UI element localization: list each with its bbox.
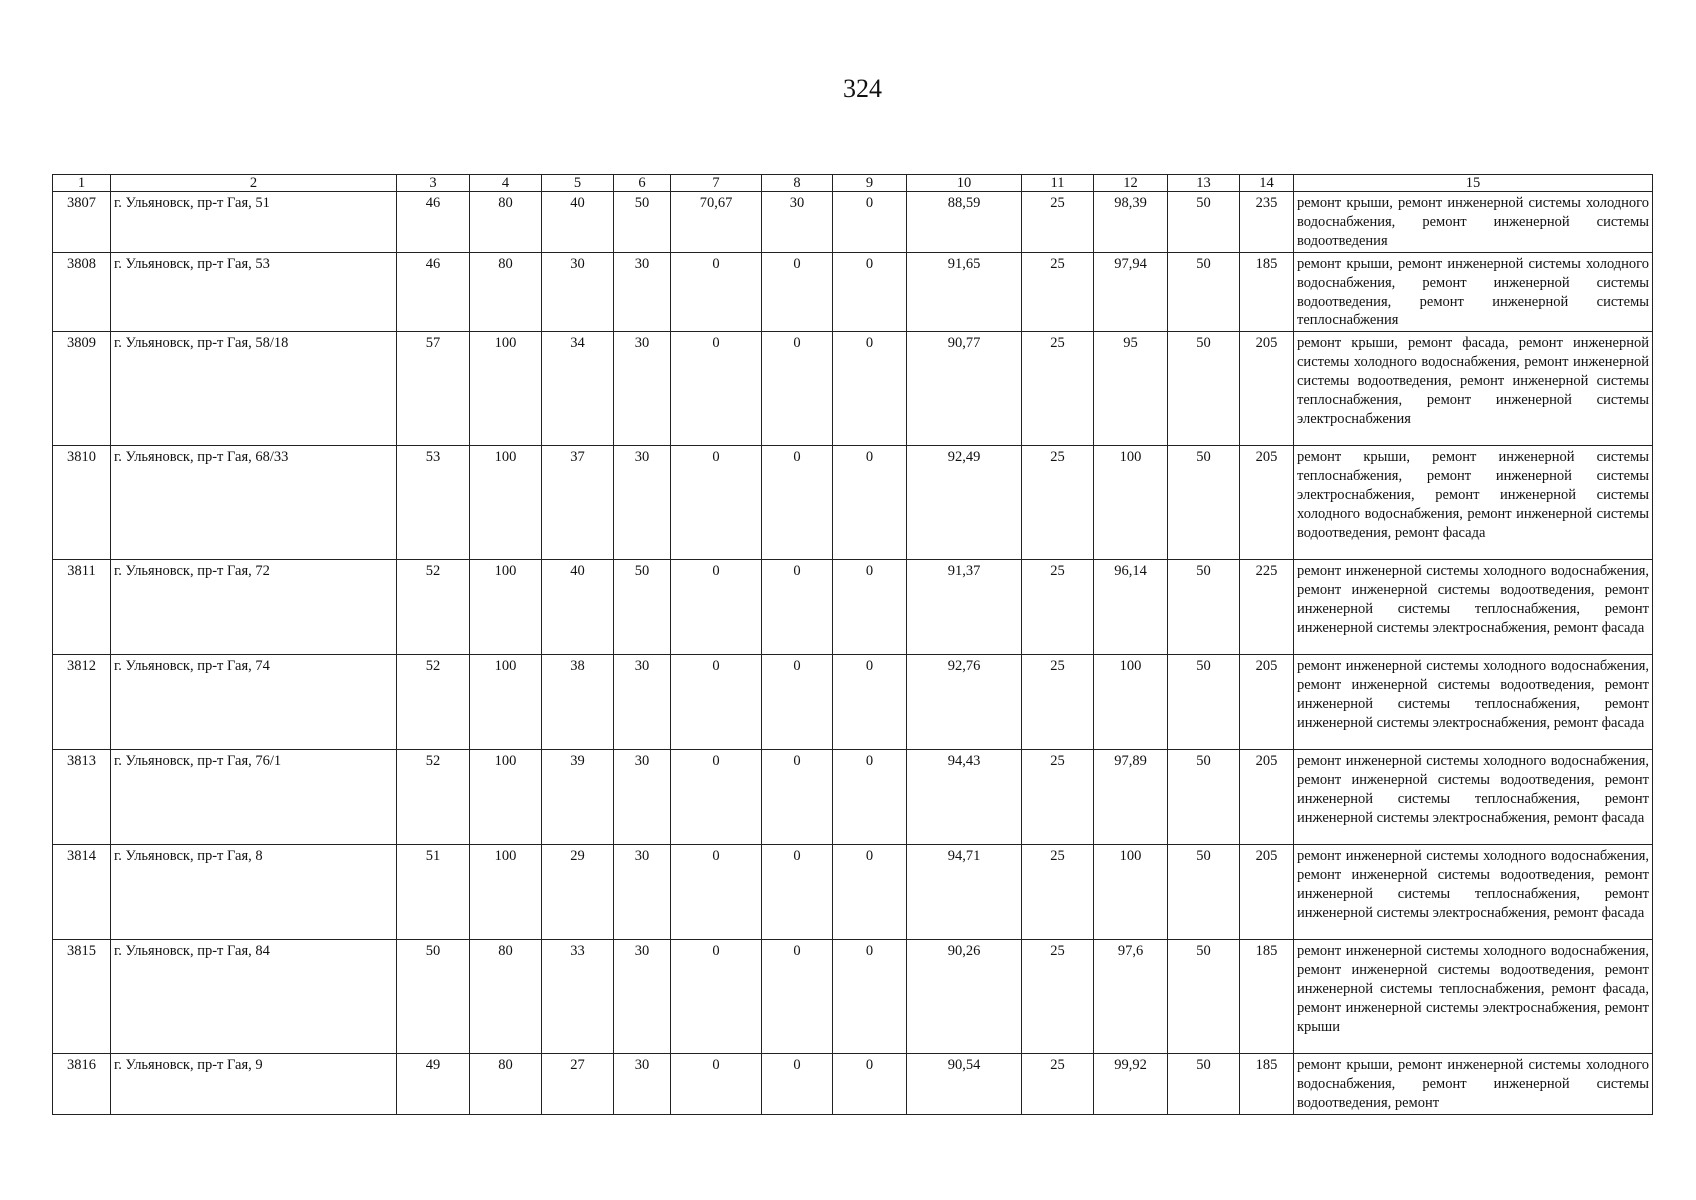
cell-col-9: 0 — [833, 192, 907, 253]
column-number-header — [53, 175, 1653, 192]
cell-col-8: 0 — [762, 252, 833, 332]
cell-col-8: 0 — [762, 1054, 833, 1115]
cell-col-12: 97,94 — [1094, 252, 1168, 332]
cell-col-7: 0 — [671, 655, 762, 750]
column-header-3: 3 — [397, 175, 470, 192]
cell-col-6: 30 — [614, 446, 671, 560]
cell-col-9: 0 — [833, 252, 907, 332]
row-number-cell: 3807 — [53, 192, 111, 253]
address-cell: г. Ульяновск, пр-т Гая, 72 — [111, 560, 397, 655]
cell-col-13: 50 — [1168, 845, 1240, 940]
cell-col-4: 80 — [470, 192, 542, 253]
row-number-cell: 3809 — [53, 332, 111, 446]
cell-col-11: 25 — [1022, 332, 1094, 446]
row-number-cell: 3816 — [53, 1054, 111, 1115]
cell-col-9: 0 — [833, 1054, 907, 1115]
cell-col-3: 46 — [397, 192, 470, 253]
row-number-cell: 3808 — [53, 252, 111, 332]
cell-col-11: 25 — [1022, 446, 1094, 560]
table-row — [53, 1054, 1653, 1115]
repair-works-cell: ремонт крыши, ремонт инженерной системы холодного водоснабжения, ремонт инженерной системы водоотведения, ремонт — [1294, 1054, 1653, 1115]
cell-col-7: 0 — [671, 446, 762, 560]
cell-col-13: 50 — [1168, 940, 1240, 1054]
cell-col-12: 100 — [1094, 655, 1168, 750]
column-header-5: 5 — [542, 175, 614, 192]
cell-col-10: 94,71 — [907, 845, 1022, 940]
cell-col-4: 100 — [470, 332, 542, 446]
cell-col-11: 25 — [1022, 252, 1094, 332]
column-header-10: 10 — [907, 175, 1022, 192]
address-cell: г. Ульяновск, пр-т Гая, 84 — [111, 940, 397, 1054]
cell-col-10: 92,76 — [907, 655, 1022, 750]
cell-col-12: 97,6 — [1094, 940, 1168, 1054]
cell-col-10: 94,43 — [907, 750, 1022, 845]
cell-col-7: 0 — [671, 845, 762, 940]
cell-col-4: 100 — [470, 446, 542, 560]
cell-col-12: 100 — [1094, 446, 1168, 560]
table-row — [53, 750, 1653, 845]
column-header-13: 13 — [1168, 175, 1240, 192]
table-body — [53, 192, 1653, 1115]
table-row — [53, 940, 1653, 1054]
cell-col-4: 80 — [470, 252, 542, 332]
address-cell: г. Ульяновск, пр-т Гая, 9 — [111, 1054, 397, 1115]
cell-col-12: 98,39 — [1094, 192, 1168, 253]
column-header-1: 1 — [53, 175, 111, 192]
cell-col-8: 0 — [762, 750, 833, 845]
cell-col-11: 25 — [1022, 845, 1094, 940]
cell-col-3: 50 — [397, 940, 470, 1054]
cell-col-12: 96,14 — [1094, 560, 1168, 655]
cell-col-14: 225 — [1240, 560, 1294, 655]
cell-col-11: 25 — [1022, 940, 1094, 1054]
repair-works-cell: ремонт крыши, ремонт инженерной системы теплоснабжения, ремонт инженерной системы электроснабжения, ремонт инженерной системы холодного водоснабжения, ремонт инженерной системы водоотведения, ремонт фасада — [1294, 446, 1653, 560]
row-number-cell: 3815 — [53, 940, 111, 1054]
address-cell: г. Ульяновск, пр-т Гая, 8 — [111, 845, 397, 940]
cell-col-9: 0 — [833, 655, 907, 750]
cell-col-12: 95 — [1094, 332, 1168, 446]
cell-col-5: 40 — [542, 560, 614, 655]
cell-col-5: 27 — [542, 1054, 614, 1115]
column-header-2: 2 — [111, 175, 397, 192]
cell-col-12: 100 — [1094, 845, 1168, 940]
cell-col-13: 50 — [1168, 655, 1240, 750]
cell-col-6: 30 — [614, 1054, 671, 1115]
cell-col-13: 50 — [1168, 332, 1240, 446]
cell-col-14: 185 — [1240, 1054, 1294, 1115]
cell-col-3: 49 — [397, 1054, 470, 1115]
cell-col-4: 100 — [470, 750, 542, 845]
cell-col-10: 91,37 — [907, 560, 1022, 655]
cell-col-14: 205 — [1240, 750, 1294, 845]
table-row — [53, 560, 1653, 655]
row-number-cell: 3810 — [53, 446, 111, 560]
cell-col-4: 80 — [470, 1054, 542, 1115]
cell-col-7: 0 — [671, 252, 762, 332]
address-cell: г. Ульяновск, пр-т Гая, 68/33 — [111, 446, 397, 560]
cell-col-3: 51 — [397, 845, 470, 940]
cell-col-8: 0 — [762, 446, 833, 560]
table-row — [53, 192, 1653, 253]
cell-col-5: 29 — [542, 845, 614, 940]
cell-col-6: 30 — [614, 332, 671, 446]
repair-works-cell: ремонт инженерной системы холодного водоснабжения, ремонт инженерной системы водоотведения, ремонт инженерной системы теплоснабжения, ремонт инженерной системы электроснабжения, ремонт фасада — [1294, 750, 1653, 845]
cell-col-4: 80 — [470, 940, 542, 1054]
cell-col-5: 38 — [542, 655, 614, 750]
cell-col-5: 33 — [542, 940, 614, 1054]
cell-col-7: 0 — [671, 332, 762, 446]
cell-col-3: 52 — [397, 560, 470, 655]
cell-col-5: 40 — [542, 192, 614, 253]
cell-col-6: 30 — [614, 252, 671, 332]
repair-works-cell: ремонт инженерной системы холодного водоснабжения, ремонт инженерной системы водоотведения, ремонт инженерной системы теплоснабжения, ремонт инженерной системы электроснабжения, ремонт фасада — [1294, 560, 1653, 655]
table-row — [53, 332, 1653, 446]
cell-col-4: 100 — [470, 560, 542, 655]
address-cell: г. Ульяновск, пр-т Гая, 51 — [111, 192, 397, 253]
cell-col-6: 30 — [614, 845, 671, 940]
row-number-cell: 3813 — [53, 750, 111, 845]
cell-col-9: 0 — [833, 750, 907, 845]
cell-col-14: 185 — [1240, 940, 1294, 1054]
cell-col-10: 90,26 — [907, 940, 1022, 1054]
cell-col-4: 100 — [470, 655, 542, 750]
table-row — [53, 845, 1653, 940]
cell-col-10: 92,49 — [907, 446, 1022, 560]
repair-works-cell: ремонт крыши, ремонт фасада, ремонт инженерной системы холодного водоснабжения, ремонт инженерной системы водоотведения, ремонт инженерной системы теплоснабжения, ремонт инженерной системы электроснабжения — [1294, 332, 1653, 446]
cell-col-14: 205 — [1240, 845, 1294, 940]
column-header-9: 9 — [833, 175, 907, 192]
cell-col-11: 25 — [1022, 655, 1094, 750]
cell-col-3: 46 — [397, 252, 470, 332]
column-header-12: 12 — [1094, 175, 1168, 192]
address-cell: г. Ульяновск, пр-т Гая, 58/18 — [111, 332, 397, 446]
column-header-8: 8 — [762, 175, 833, 192]
cell-col-14: 205 — [1240, 332, 1294, 446]
column-header-15: 15 — [1294, 175, 1653, 192]
cell-col-11: 25 — [1022, 560, 1094, 655]
repair-works-cell: ремонт крыши, ремонт инженерной системы холодного водоснабжения, ремонт инженерной системы водоотведения — [1294, 192, 1653, 253]
cell-col-12: 97,89 — [1094, 750, 1168, 845]
column-header-14: 14 — [1240, 175, 1294, 192]
header-row — [53, 175, 1653, 192]
cell-col-8: 0 — [762, 655, 833, 750]
cell-col-4: 100 — [470, 845, 542, 940]
cell-col-13: 50 — [1168, 192, 1240, 253]
column-header-6: 6 — [614, 175, 671, 192]
cell-col-6: 50 — [614, 560, 671, 655]
cell-col-9: 0 — [833, 560, 907, 655]
cell-col-9: 0 — [833, 845, 907, 940]
cell-col-7: 0 — [671, 750, 762, 845]
cell-col-9: 0 — [833, 940, 907, 1054]
table-row — [53, 252, 1653, 332]
cell-col-6: 30 — [614, 750, 671, 845]
cell-col-7: 0 — [671, 560, 762, 655]
cell-col-7: 70,67 — [671, 192, 762, 253]
cell-col-11: 25 — [1022, 1054, 1094, 1115]
column-header-4: 4 — [470, 175, 542, 192]
cell-col-8: 30 — [762, 192, 833, 253]
column-header-7: 7 — [671, 175, 762, 192]
table-row — [53, 655, 1653, 750]
cell-col-13: 50 — [1168, 1054, 1240, 1115]
cell-col-6: 30 — [614, 940, 671, 1054]
cell-col-3: 57 — [397, 332, 470, 446]
cell-col-11: 25 — [1022, 192, 1094, 253]
row-number-cell: 3814 — [53, 845, 111, 940]
cell-col-7: 0 — [671, 1054, 762, 1115]
address-cell: г. Ульяновск, пр-т Гая, 53 — [111, 252, 397, 332]
cell-col-5: 30 — [542, 252, 614, 332]
row-number-cell: 3811 — [53, 560, 111, 655]
cell-col-13: 50 — [1168, 252, 1240, 332]
cell-col-9: 0 — [833, 332, 907, 446]
cell-col-6: 30 — [614, 655, 671, 750]
table-row — [53, 446, 1653, 560]
cell-col-10: 88,59 — [907, 192, 1022, 253]
cell-col-3: 53 — [397, 446, 470, 560]
cell-col-10: 90,54 — [907, 1054, 1022, 1115]
cell-col-8: 0 — [762, 940, 833, 1054]
cell-col-8: 0 — [762, 332, 833, 446]
cell-col-3: 52 — [397, 655, 470, 750]
column-header-11: 11 — [1022, 175, 1094, 192]
repair-works-cell: ремонт инженерной системы холодного водоснабжения, ремонт инженерной системы водоотведения, ремонт инженерной системы теплоснабжения, ремонт инженерной системы электроснабжения, ремонт фасада — [1294, 655, 1653, 750]
cell-col-7: 0 — [671, 940, 762, 1054]
housing-repair-table — [52, 174, 1653, 1115]
cell-col-13: 50 — [1168, 560, 1240, 655]
cell-col-11: 25 — [1022, 750, 1094, 845]
row-number-cell: 3812 — [53, 655, 111, 750]
cell-col-14: 205 — [1240, 655, 1294, 750]
address-cell: г. Ульяновск, пр-т Гая, 74 — [111, 655, 397, 750]
page-number: 324 — [843, 74, 882, 103]
cell-col-5: 37 — [542, 446, 614, 560]
repair-works-cell: ремонт инженерной системы холодного водоснабжения, ремонт инженерной системы водоотведения, ремонт инженерной системы теплоснабжения, ремонт фасада, ремонт инженерной системы электроснабжения, ремонт крыши — [1294, 940, 1653, 1054]
cell-col-13: 50 — [1168, 446, 1240, 560]
cell-col-12: 99,92 — [1094, 1054, 1168, 1115]
cell-col-8: 0 — [762, 560, 833, 655]
cell-col-10: 91,65 — [907, 252, 1022, 332]
cell-col-6: 50 — [614, 192, 671, 253]
cell-col-9: 0 — [833, 446, 907, 560]
address-cell: г. Ульяновск, пр-т Гая, 76/1 — [111, 750, 397, 845]
cell-col-5: 34 — [542, 332, 614, 446]
cell-col-10: 90,77 — [907, 332, 1022, 446]
repair-works-cell: ремонт крыши, ремонт инженерной системы холодного водоснабжения, ремонт инженерной системы водоотведения, ремонт инженерной системы теплоснабжения — [1294, 252, 1653, 332]
cell-col-8: 0 — [762, 845, 833, 940]
repair-works-cell: ремонт инженерной системы холодного водоснабжения, ремонт инженерной системы водоотведения, ремонт инженерной системы теплоснабжения, ремонт инженерной системы электроснабжения, ремонт фасада — [1294, 845, 1653, 940]
cell-col-14: 205 — [1240, 446, 1294, 560]
cell-col-3: 52 — [397, 750, 470, 845]
cell-col-14: 235 — [1240, 192, 1294, 253]
cell-col-5: 39 — [542, 750, 614, 845]
cell-col-14: 185 — [1240, 252, 1294, 332]
cell-col-13: 50 — [1168, 750, 1240, 845]
